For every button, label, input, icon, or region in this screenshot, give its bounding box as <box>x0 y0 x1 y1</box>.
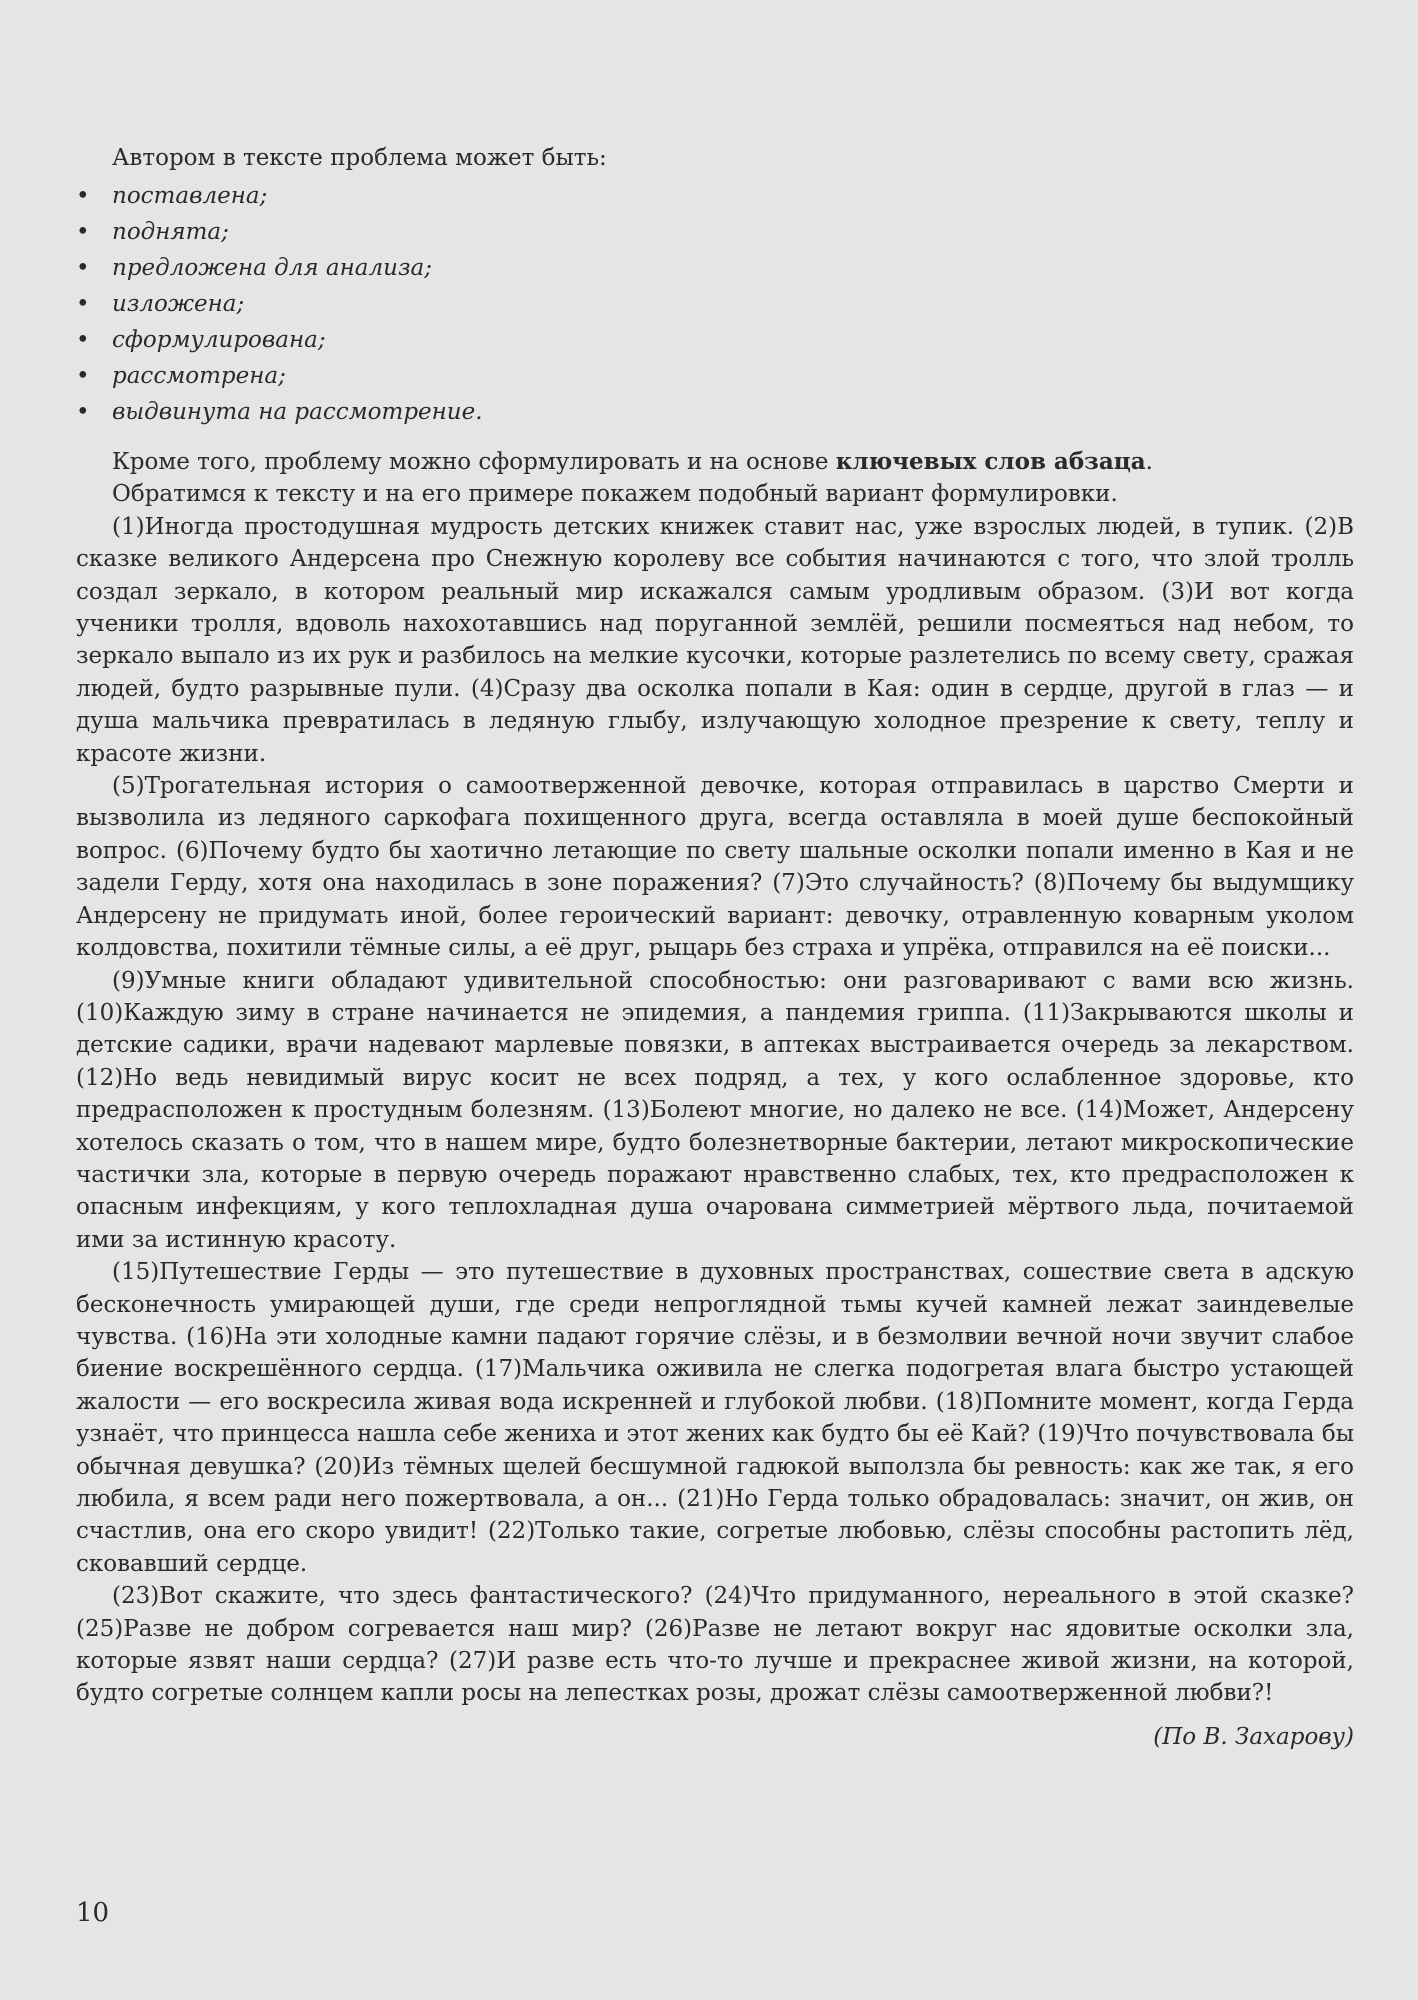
text-paragraph-4: (15)Путешествие Герды — это путешествие в духовных пространствах, сошествие света в адскую бесконечность умирающей души, где среди непроглядной тьмы кучей камней лежат заиндевелые чувства. (16)На эти холодные камни падают горячие слёзы, и в безмолвии вечной ночи звучит слабое биение воскрешённого сердца. (17)Мальчика оживила не слегка подогретая влага быстро устающей жалости — его воскресила живая вода искренней и глубокой любви. (18)Помните момент, когда Герда узнаёт, что принцесса нашла себе жениха и этот жених как будто бы её Кай? (19)Что почувствовала бы обычная девушка? (20)Из тёмных щелей бесшумной гадюкой выползла бы ревность: как же так, я его любила, я всем ради него пожертвовала, а он... (21)Но Герда только обрадовалась: значит, он жив, он счастлив, она его скоро увидит! (22)Только такие, согретые любовью, слёзы способны растопить лёд, сковавший сердце. <box>76 1259 1354 1577</box>
source-attribution: (По В. Захарову) <box>1153 1723 1354 1750</box>
note-text: Кроме того, проблему можно сформулировать и на основе <box>112 449 836 475</box>
list-item: • сформулирована; <box>76 322 1354 358</box>
list-item: • выдвинута на рассмотрение. <box>76 394 1354 430</box>
note-end: . <box>1145 449 1153 475</box>
problem-forms-list <box>76 178 1354 430</box>
text-paragraph-2: (5)Трогательная история о самоотверженной девочке, которая отправилась в царство Смерти и вызволила из ледяного саркофага похищенного друга, всегда оставляла в моей душе беспокойный вопрос. (6)Почему будто бы хаотично летающие по свету шальные осколки попали именно в Кая и не задели Герду, хотя она находилась в зоне поражения? (7)Это случайность? (8)Почему бы выдумщику Андерсену не придумать иной, более героический вариант: девочку, отравленную коварным уколом колдовства, похитили тёмные силы, а её друг, рыцарь без страха и упрёка, отправился на её поиски... <box>76 773 1354 962</box>
list-item: • рассмотрена; <box>76 358 1354 394</box>
list-item: • поднята; <box>76 214 1354 250</box>
key-words-emphasis: ключевых слов абзаца <box>835 448 1146 475</box>
list-item: • изложена; <box>76 286 1354 322</box>
text-paragraph-3: (9)Умные книги обладают удивительной способностью: они разговаривают с вами всю жизнь. (10)Каждую зиму в стране начинается не эпидемия, а пандемия гриппа. (11)Закрываются школы и детские садики, врачи надевают марлевые повязки, в аптеках выстраивается очередь за лекарством. (12)Но ведь невидимый вирус косит не всех подряд, а тех, у кого ослабленное здоровье, кто предрасположен к простудным болезням. (13)Болеют многие, но далеко не все. (14)Может, Андерсену хотелось сказать о том, что в нашем мире, будто болезнетворные бактерии, летают микроскопические частички зла, которые в первую очередь поражают нравственно слабых, тех, кто предрасположен к опасным инфекциям, у кого теплохладная душа очарована симметрией мёртвого льда, почитаемой ими за истинную красоту. <box>76 967 1354 1253</box>
text-paragraph-5: (23)Вот скажите, что здесь фантастического? (24)Что придуманного, нереального в этой сказке? (25)Разве не добром согревается наш мир? (26)Разве не летают вокруг нас ядовитые осколки зла, которые язвят наши сердца? (27)И разве есть что-то лучше и прекраснее живой жизни, на которой, будто согретые солнцем капли росы на лепестках розы, дрожат слёзы самоотверженной любви?! <box>76 1583 1354 1707</box>
lead-paragraph: Обратимся к тексту и на его примере покажем подобный вариант формулировки. <box>112 481 1118 508</box>
list-item: • поставлена; <box>76 178 1354 214</box>
text-paragraph-1: (1)Иногда простодушная мудрость детских книжек ставит нас, уже взрослых людей, в тупик. (2)В сказке великого Андерсена про Снежную королеву все события начинаются с того, что злой тролль создал зеркало, в котором реальный мир искажался самым уродливым образом. (3)И вот когда ученики тролля, вдоволь нахохотавшись над поруганной землёй, решили посмеяться над небом, то зеркало выпало из их рук и разбилось на мелкие кусочки, которые разлетелись по всему свету, сражая людей, будто разрывные пули. (4)Сразу два осколка попали в Кая: один в сердце, другой в глаз — и душа мальчика превратилась в ледяную глыбу, излучающую холодное презрение к свету, теплу и красоте жизни. <box>76 513 1354 767</box>
page-number: 10 <box>76 1898 110 1928</box>
note-paragraph <box>76 446 1354 478</box>
list-item: • предложена для анализа; <box>76 250 1354 286</box>
intro-line: Автором в тексте проблема может быть: <box>112 145 607 171</box>
